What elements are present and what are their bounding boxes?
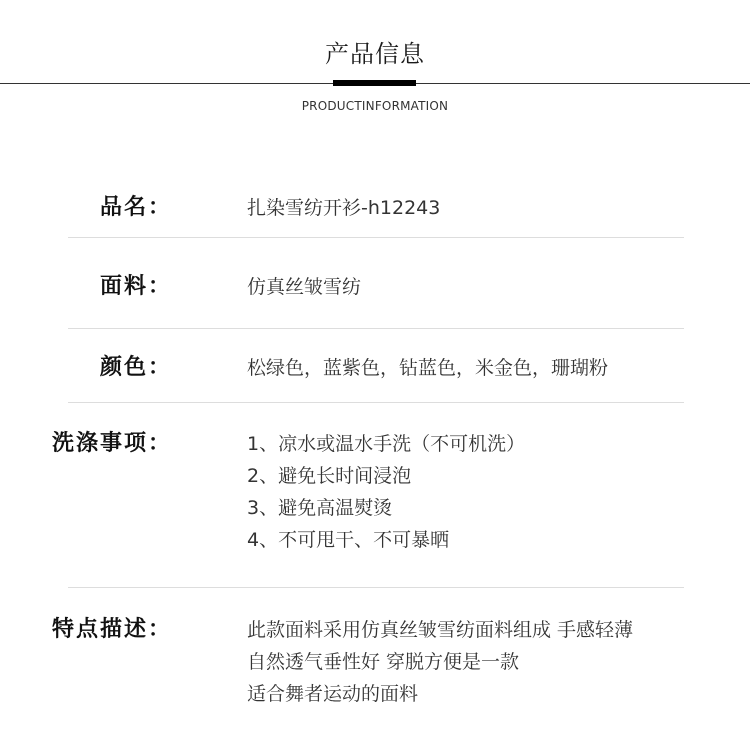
row-label-fabric: 面料： xyxy=(99,274,172,299)
washing-line: 3、避免高温熨烫 xyxy=(247,497,393,519)
row-label-features: 特点描述： xyxy=(51,617,172,642)
page-title: 产品信息 xyxy=(325,40,425,68)
row-value-washing xyxy=(247,428,525,556)
header-accent-bar xyxy=(333,80,416,86)
row-divider xyxy=(68,237,684,238)
row-divider xyxy=(68,587,684,588)
row-label-washing: 洗涤事项： xyxy=(51,431,172,456)
feature-line: 自然透气垂性好 穿脱方便是一款 xyxy=(247,651,520,673)
row-label-name: 品名： xyxy=(99,195,172,220)
row-value-fabric: 仿真丝皱雪纺 xyxy=(247,276,362,298)
washing-line: 4、不可甩干、不可暴晒 xyxy=(247,529,450,551)
row-value-name: 扎染雪纺开衫-h12243 xyxy=(247,197,441,219)
page-subtitle: PRODUCTINFORMATION xyxy=(301,99,449,113)
row-divider xyxy=(68,328,684,329)
row-value-colors: 松绿色，蓝紫色，钻蓝色，米金色，珊瑚粉 xyxy=(247,357,609,379)
row-divider xyxy=(68,402,684,403)
row-value-features xyxy=(247,614,633,710)
washing-line: 2、避免长时间浸泡 xyxy=(247,465,412,487)
washing-line: 1、凉水或温水手洗（不可机洗） xyxy=(247,433,526,455)
feature-line: 此款面料采用仿真丝皱雪纺面料组成 手感轻薄 xyxy=(247,619,634,641)
feature-line: 适合舞者运动的面料 xyxy=(247,683,419,705)
row-label-colors: 颜色： xyxy=(99,355,172,380)
